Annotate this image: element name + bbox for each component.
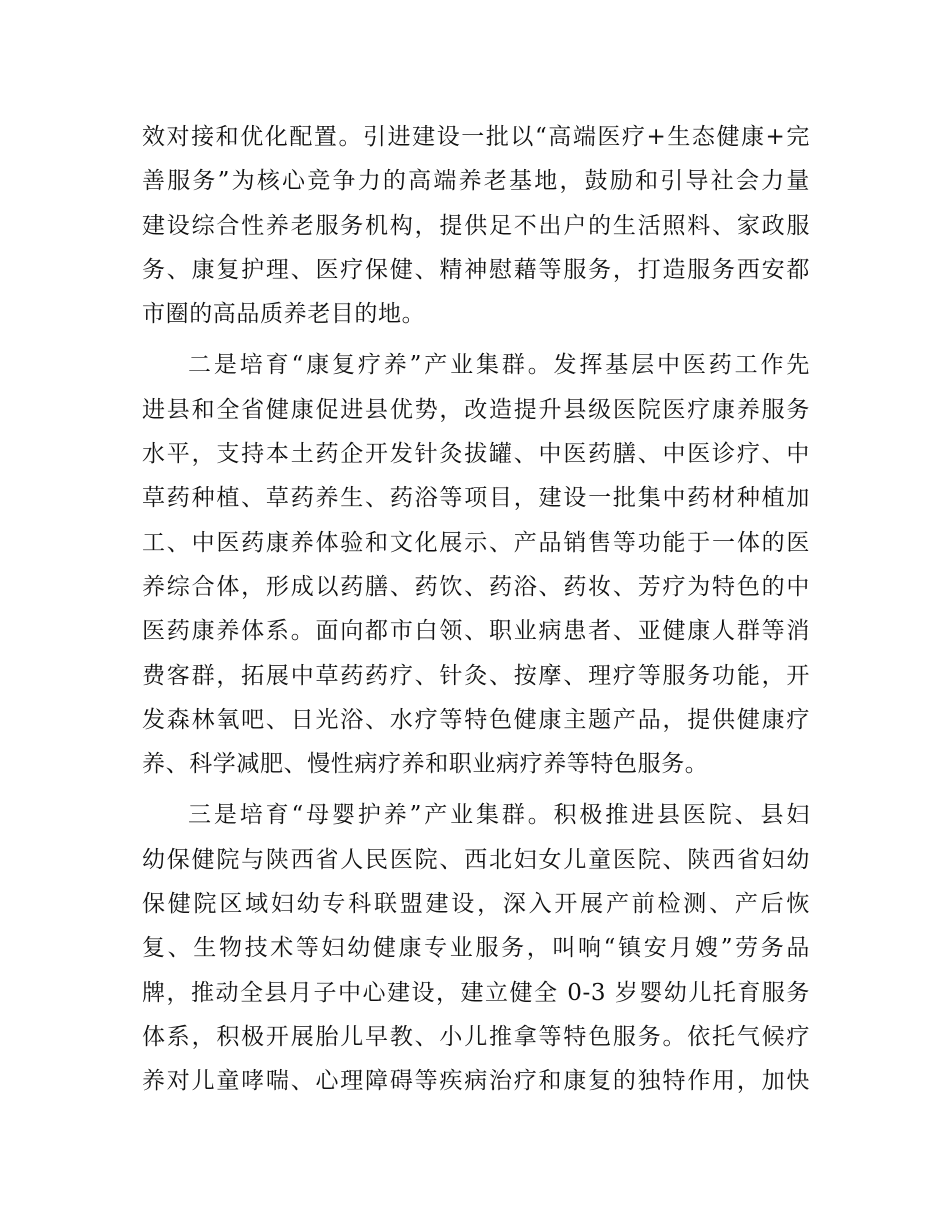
- paragraph-3: [142, 793, 810, 1103]
- text-line: 复、生物技术等妇幼健康专业服务，叫响“镇安月嫂”劳务品: [142, 935, 810, 962]
- document-body: [142, 115, 810, 1104]
- text-line: 体系，积极开展胎儿早教、小儿推拿等特色服务。依托气候疗: [142, 1023, 810, 1050]
- text-line: 市圈的高品质养老目的地。: [142, 301, 426, 328]
- text-line: 水平，支持本土药企开发针灸拔罐、中医药膳、中医诊疗、中: [142, 441, 810, 468]
- text-line: 牌，推动全县月子中心建设，建立健全 0-3 岁婴幼儿托育服务: [142, 979, 810, 1006]
- text-line: 养、科学减肥、慢性病疗养和职业病疗养等特色服务。: [142, 751, 709, 778]
- text-line: 进县和全省健康促进县优势，改造提升县级医院医疗康养服务: [142, 396, 810, 423]
- paragraph-2: [142, 343, 810, 786]
- text-line: 务、康复护理、医疗保健、精神慰藉等服务，打造服务西安都: [142, 256, 810, 283]
- text-line: 医药康养体系。面向都市白领、职业病患者、亚健康人群等消: [142, 618, 810, 645]
- text-line: 养对儿童哮喘、心理障碍等疾病治疗和康复的独特作用，加快: [142, 1068, 810, 1095]
- text-line: 二是培育“康复疗养”产业集群。发挥基层中医药工作先: [188, 352, 810, 379]
- text-line: 工、中医药康养体验和文化展示、产品销售等功能于一体的医: [142, 529, 810, 556]
- text-line: 草药种植、草药养生、药浴等项目，建设一批集中药材种植加: [142, 485, 810, 512]
- text-line: 养综合体，形成以药膳、药饮、药浴、药妆、芳疗为特色的中: [142, 573, 810, 600]
- text-line: 三是培育“母婴护养”产业集群。积极推进县医院、县妇: [188, 802, 810, 829]
- paragraph-1: [142, 115, 810, 336]
- text-line: 幼保健院与陕西省人民医院、西北妇女儿童医院、陕西省妇幼: [142, 846, 810, 873]
- text-line: 效对接和优化配置。引进建设一批以“高端医疗+生态健康+完: [142, 124, 810, 150]
- text-line: 建设综合性养老服务机构，提供足不出户的生活照料、家政服: [142, 212, 810, 239]
- text-line: 费客群，拓展中草药药疗、针灸、按摩、理疗等服务功能，开: [142, 662, 810, 689]
- text-line: 保健院区域妇幼专科联盟建设，深入开展产前检测、产后恢: [142, 891, 810, 918]
- text-line: 发森林氧吧、日光浴、水疗等特色健康主题产品，提供健康疗: [142, 706, 810, 733]
- text-line: 善服务”为核心竞争力的高端养老基地，鼓励和引导社会力量: [142, 168, 810, 195]
